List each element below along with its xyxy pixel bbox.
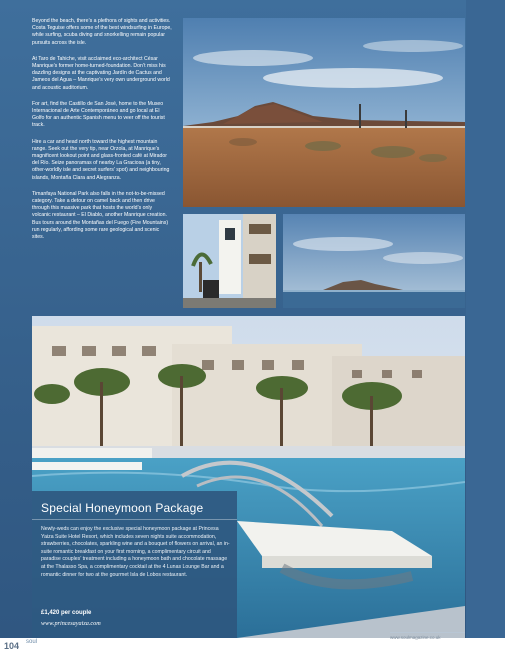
article-paragraph: Beyond the beach, there’s a plethora of sights and activities. Costa Teguise offers some of the best windsurfing in Europe, while surfing, scuba diving and snorkelling remain popular pursuits across the isle.	[32, 18, 172, 46]
sea-island-photo	[283, 214, 465, 308]
package-price: £1,420 per couple	[41, 610, 92, 616]
magazine-logo: soul	[26, 639, 38, 645]
package-website-link[interactable]: www.princesayaiza.com	[41, 620, 101, 627]
footer-bar	[0, 638, 505, 659]
article-paragraph: At Taro de Tahiche, visit acclaimed eco-architect César Manrique’s former home-turned-foundation. Don’t miss his dazzling designs at the captivating Jardín de Cactus and Jameos del Agua – Manrique’s very own underground world and acoustic auditorium.	[32, 55, 170, 91]
package-divider	[32, 519, 237, 520]
footer-divider	[390, 632, 465, 633]
article-paragraph: Hire a car and head north toward the highest mountain range. Seek out the very tip, near Orzola, at Manrique’s magnificent lookout point and glass-fronted café at Mirador del Río. Seize panoramas of nearby La Graciosa (a tiny, other-worldly isle and secret surfers’ spot) and neighbouring islands, Montaña Clara and Alegranza.	[32, 138, 170, 181]
package-description: Newly-weds can enjoy the exclusive special honeymoon package at Princesa Yaiza Suite Hotel Resort, which includes seven nights suite accommodation, strawberries, chocolates, sparkling wine and a bouquet of flowers on arrival, an in-suite romantic breakfast on your first morning, a complimentary circuit and paradise couples’ treatment including a honeymoon bath and chocolate massage at the Thalasso Spa, a complimentary cocktail at the 4 Lunas Lounge Bar and a romantic dinner for two at the gourmet Isla de Lobos restaurant.	[41, 526, 230, 578]
church-tower-photo	[183, 214, 276, 308]
honeymoon-package-box	[32, 491, 237, 659]
desert-volcano-photo	[183, 18, 465, 207]
right-margin-strip	[466, 0, 505, 659]
article-text-column	[32, 18, 172, 250]
article-paragraph: For art, find the Castillo de San José, home to the Museo Internacional de Arte Contemporáneo and go local at El Golfo for an authentic Spanish menu to veer off the tourist track.	[32, 100, 165, 129]
magazine-website[interactable]: www.soulmagazine.co.uk	[390, 635, 441, 640]
article-paragraph: Timanfaya National Park also falls in the not-to-be-missed category. Take a detour on camel back and then drive through this massive park that hosts the world’s only volcanic restaurant – El Diablo, another Manrique creation. Bus tours around the Montañas del Fuego (Fire Mountains) run regularly, affording some rare geological and scenic sites.	[32, 190, 169, 241]
page-number: 104	[4, 641, 20, 651]
package-title: Special Honeymoon Package	[41, 501, 204, 515]
